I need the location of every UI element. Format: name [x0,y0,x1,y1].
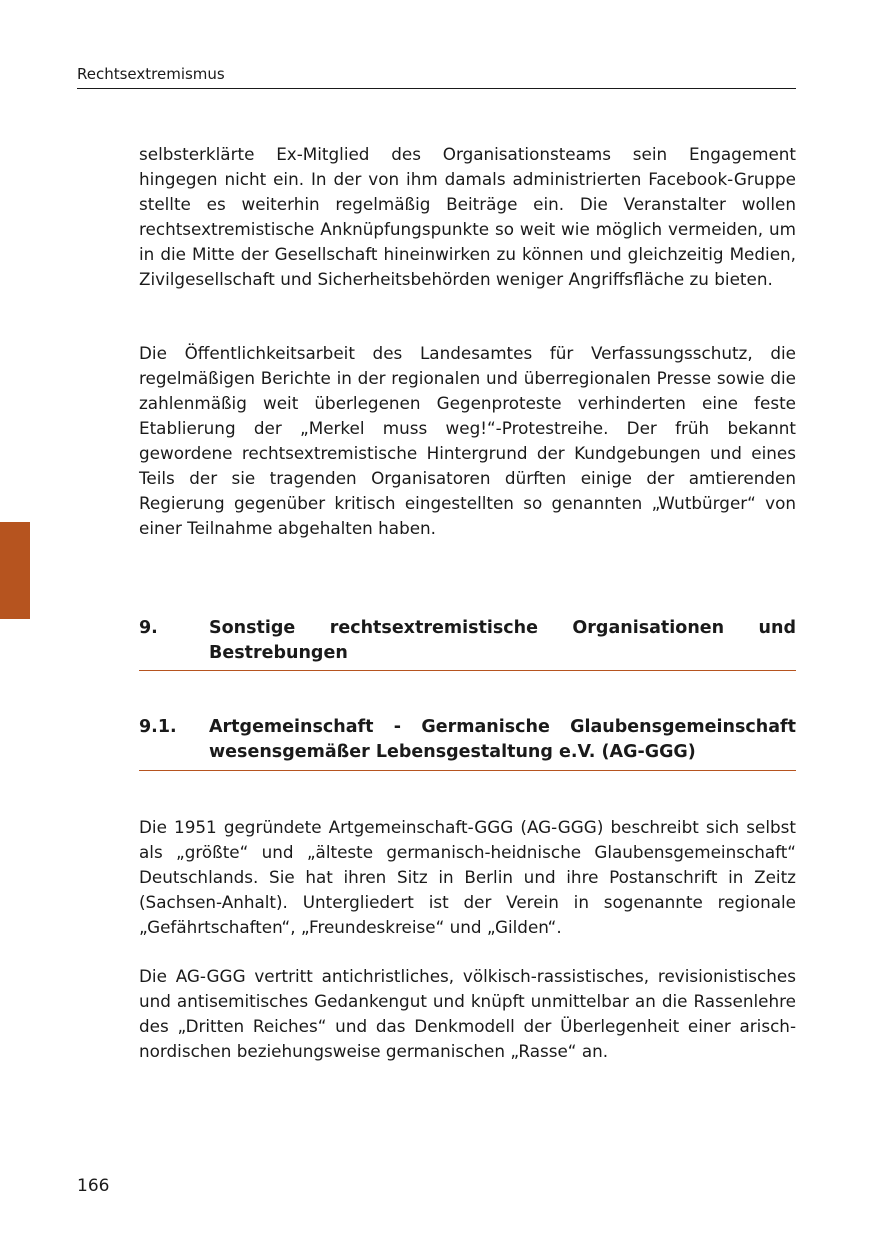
subsection-title: Artgemeinschaft - Germanische Glaubensgemeinschaft wesensgemäßer Lebensgestaltung e.V. (AG-GGG) [209,717,796,762]
page-number: 166 [77,1176,110,1196]
subsection-number: 9.1. [139,717,177,737]
chapter-marker-tab [0,522,30,619]
body-paragraph-4: Die AG-GGG vertritt antichristliches, völkisch-rassistisches, revisionistisches und antisemitisches Gedankengut und knüpft unmittelbar an die Rassenlehre des „Dritten Reiches“ und das Denkmodell der Überlegenheit einer arisch-nordischen beziehungsweise germanischen „Rasse“ an. [139,966,796,1061]
body-paragraph-3: Die 1951 gegründete Artgemeinschaft-GGG (AG-GGG) beschreibt sich selbst als „größte“ und „älteste germanisch-heidnische Glaubensgemeinschaft“ Deutschlands. Sie hat ihren Sitz in Berlin und ihre Postanschrift in Zeitz (Sachsen-Anhalt). Untergliedert ist der Verein in sogenannte regionale „Gefährtschaften“, „Freundeskreise“ und „Gilden“. [139,817,796,937]
section-title: Sonstige rechtsextremistische Organisationen und Bestrebungen [209,618,796,663]
section-heading-9-1 [139,715,796,771]
running-header-title: Rechtsextremismus [77,65,225,83]
section-number: 9. [139,618,158,638]
body-paragraph-2: Die Öffentlichkeitsarbeit des Landesamtes für Verfassungsschutz, die regelmäßigen Berichte in der regionalen und überregionalen Presse sowie die zahlenmäßig weit überlegenen Gegenproteste verhinderten eine feste Etablierung der „Merkel muss weg!“-Protestreihe. Der früh bekannt gewordene rechtsextremistische Hintergrund der Kundgebungen und eines Teils der sie tragenden Organisatoren dürften einige der amtierenden Regierung gegenüber kritisch eingestellten so genannten „Wutbürger“ von einer Teilnahme abgehalten haben. [139,343,796,538]
running-header [77,63,796,89]
section-heading-9 [139,616,796,671]
body-paragraph-1: selbsterklärte Ex-Mitglied des Organisationsteams sein Engagement hingegen nicht ein. In der von ihm damals administrierten Facebook-Gruppe stellte es weiterhin regelmäßig Beiträge ein. Die Veranstalter wollen rechtsextremistische Anknüpfungspunkte so weit wie möglich vermeiden, um in die Mitte der Gesellschaft hineinwirken zu können und gleichzeitig Medien, Zivilgesellschaft und Sicherheitsbehörden weniger Angriffsfläche zu bieten. [139,144,796,289]
